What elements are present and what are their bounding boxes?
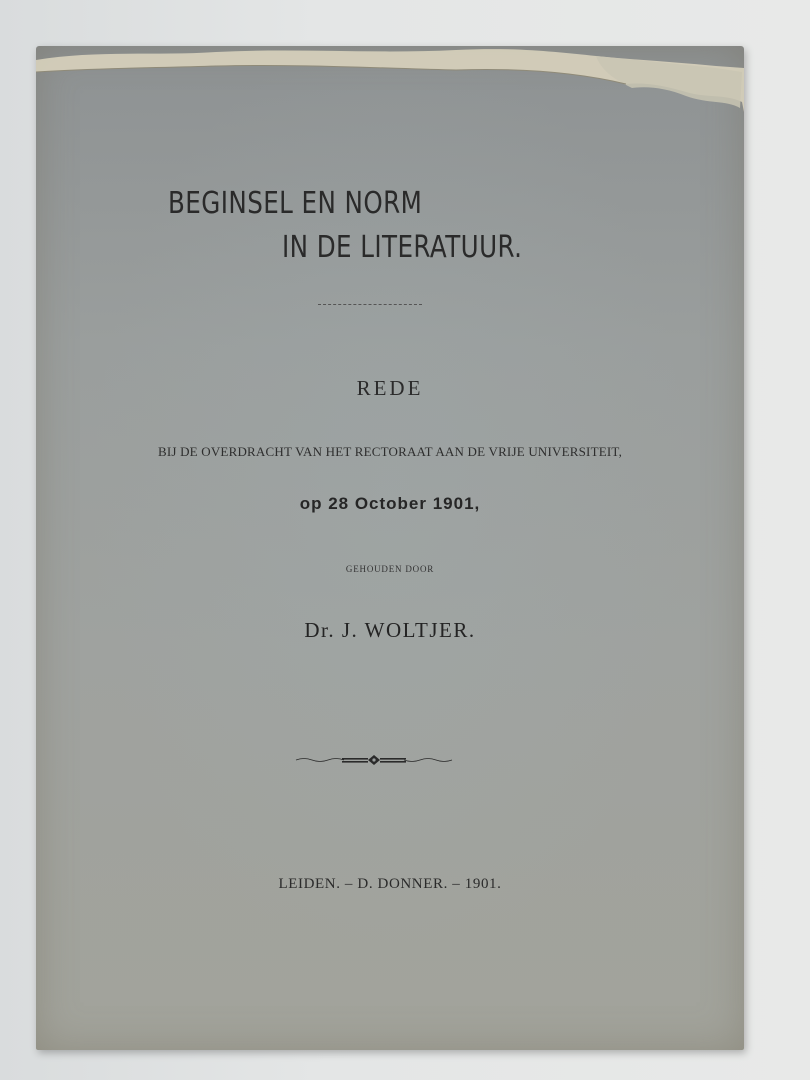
torn-paper-edge-icon [36, 42, 744, 112]
decorative-flourish-icon [294, 752, 454, 768]
cover-title [36, 186, 744, 276]
author-name: Dr. J. WOLTJER. [304, 618, 476, 642]
held-by-line: GEHOUDEN DOOR [345, 564, 435, 574]
title-divider [318, 304, 422, 306]
occasion-line: BIJ DE OVERDRACHT VAN HET RECTORAAT AAN DE VRIJE UNIVERSITEIT, [157, 444, 623, 459]
date-line: op 28 October 1901, [299, 494, 481, 513]
title-line-1: BEGINSEL EN NORM [168, 186, 423, 221]
heading-rede: REDE [356, 376, 424, 400]
imprint-line: LEIDEN. – D. DONNER. – 1901. [278, 876, 502, 892]
title-line-2: IN DE LITERATUUR. [282, 230, 523, 265]
pamphlet-cover [36, 46, 744, 1050]
